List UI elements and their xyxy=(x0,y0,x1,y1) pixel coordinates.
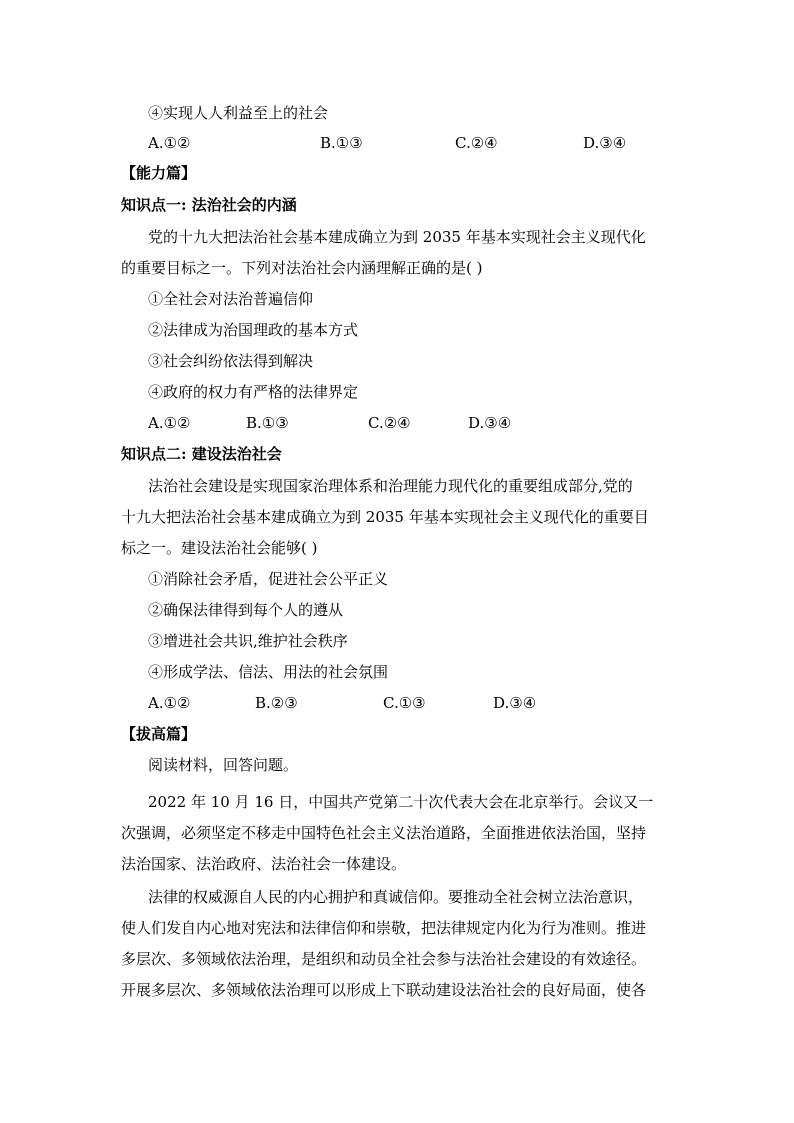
kp2-item-1: ①消除社会矛盾，促进社会公平正义 xyxy=(148,570,389,588)
kp1-heading: 知识点一: 法治社会的内涵 xyxy=(121,196,297,214)
material-p1-line-3: 法治国家、法治政府、法治社会一体建设。 xyxy=(121,855,407,873)
prev-option-a: A.①② xyxy=(148,134,191,152)
kp2-option-a: A.①② xyxy=(148,694,191,712)
material-p2-line-4: 开展多层次、多领域依法治理可以形成上下联动建设法治社会的良好局面，使各 xyxy=(121,981,647,999)
prev-option-c: C.②④ xyxy=(455,134,498,152)
kp2-stem-line-2: 十九大把法治社会基本建成确立为到 2035 年基本实现社会主义现代化的重要目 xyxy=(121,508,649,526)
kp1-option-d: D.③④ xyxy=(468,414,512,432)
advanced-instruction: 阅读材料，回答问题。 xyxy=(148,756,299,774)
kp2-item-2: ②确保法律得到每个人的遵从 xyxy=(148,601,344,619)
section-heading-advanced: 【拔高篇】 xyxy=(121,725,197,743)
prev-option-d: D.③④ xyxy=(583,134,627,152)
kp2-heading: 知识点二: 建设法治社会 xyxy=(121,445,282,463)
prev-option-b: B.①③ xyxy=(320,134,363,152)
kp2-stem-line-3: 标之一。建设法治社会能够( ) xyxy=(121,539,318,557)
kp2-stem-line-1: 法治社会建设是实现国家治理体系和治理能力现代化的重要组成部分,党的 xyxy=(148,477,633,495)
kp1-stem-line-2: 的重要目标之一。下列对法治社会内涵理解正确的是( ) xyxy=(121,259,483,277)
kp1-item-4: ④政府的权力有严格的法律界定 xyxy=(148,383,359,401)
section-heading-ability: 【能力篇】 xyxy=(121,164,197,182)
material-p2-line-2: 使人们发自内心地对宪法和法律信仰和崇敬，把法律规定内化为行为准则。推进 xyxy=(121,919,647,937)
kp2-option-b: B.②③ xyxy=(255,694,298,712)
kp2-option-c: C.①③ xyxy=(383,694,426,712)
kp1-item-1: ①全社会对法治普遍信仰 xyxy=(148,290,314,308)
material-p2-line-1: 法律的权威源自人民的内心拥护和真诚信仰。要推动全社会树立法治意识， xyxy=(148,888,644,906)
material-p2-line-3: 多层次、多领域依法治理，是组织和动员全社会参与法治社会建设的有效途径。 xyxy=(121,950,647,968)
material-p1-line-2: 次强调，必须坚定不移走中国特色社会主义法治道路，全面推进依法治国，坚持 xyxy=(121,824,647,842)
kp1-option-c: C.②④ xyxy=(368,414,411,432)
kp1-option-a: A.①② xyxy=(148,414,191,432)
prev-question-item-4: ④实现人人利益至上的社会 xyxy=(148,104,329,122)
kp2-option-d: D.③④ xyxy=(493,694,537,712)
kp2-item-3: ③增进社会共识,维护社会秩序 xyxy=(148,632,348,650)
kp1-option-b: B.①③ xyxy=(246,414,289,432)
kp1-item-2: ②法律成为治国理政的基本方式 xyxy=(148,321,359,339)
kp2-item-4: ④形成学法、信法、用法的社会氛围 xyxy=(148,663,389,681)
kp1-item-3: ③社会纠纷依法得到解决 xyxy=(148,352,314,370)
kp1-stem-line-1: 党的十九大把法治社会基本建成确立为到 2035 年基本实现社会主义现代化 xyxy=(148,228,646,246)
material-p1-line-1: 2022 年 10 月 16 日，中国共产党第二十次代表大会在北京举行。会议又一 xyxy=(148,793,654,811)
